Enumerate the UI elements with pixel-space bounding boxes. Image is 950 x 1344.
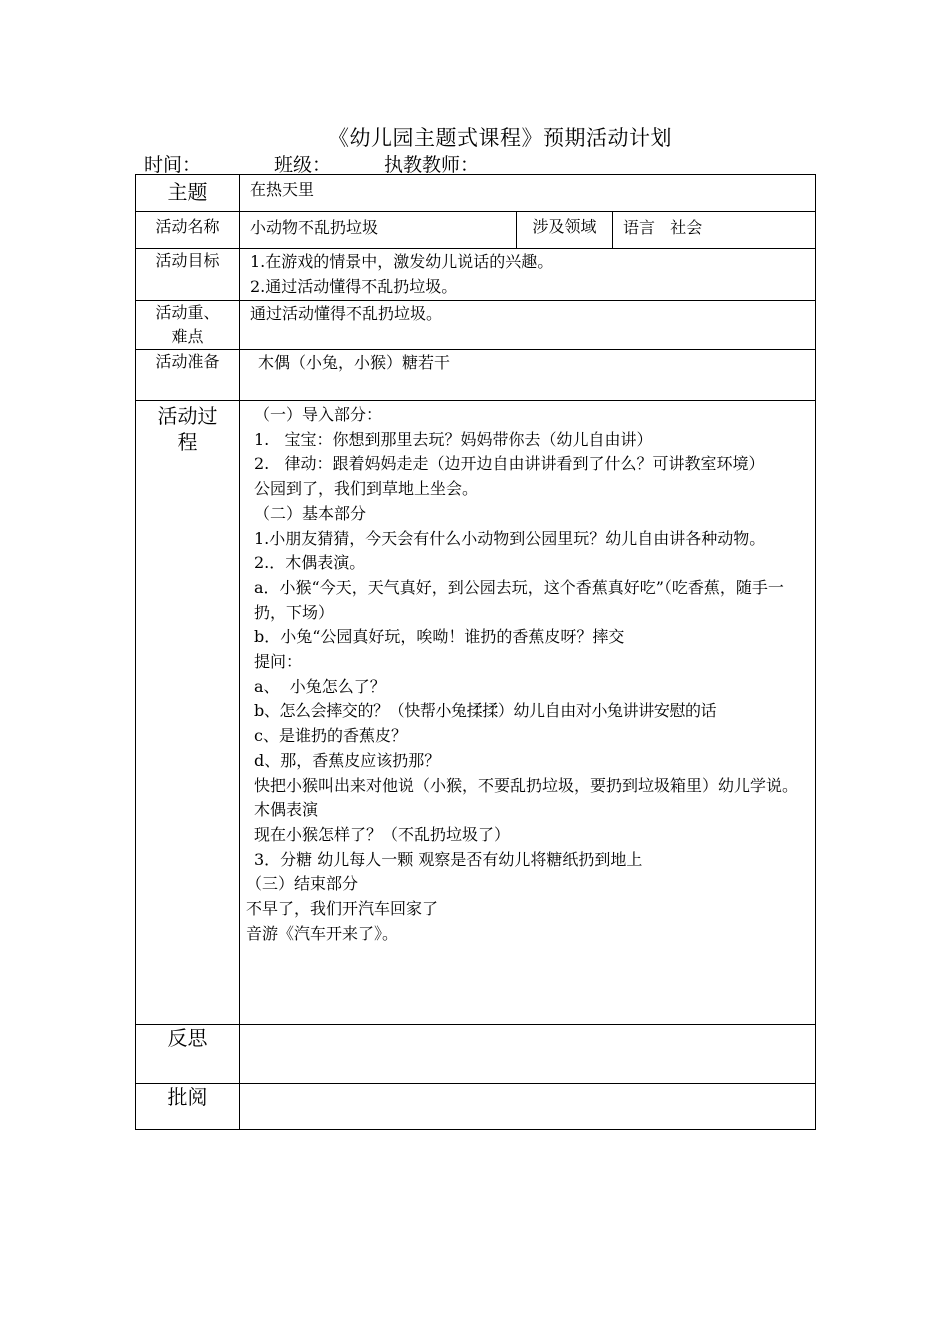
goals-label: 活动目标 (136, 249, 240, 301)
process-label (136, 401, 240, 1025)
document-title: 《幼儿园主题式课程》预期活动计划 (328, 126, 672, 150)
row-goals (136, 249, 816, 301)
row-theme (136, 175, 816, 212)
class-label: 班级： (274, 154, 332, 176)
process-line: 不早了，我们开汽车回家了 (246, 899, 439, 919)
process-line: 2.．木偶表演。 (254, 553, 366, 573)
row-process (136, 401, 816, 1025)
process-line: b．小兔“公园真好玩，唉呦！谁扔的香蕉皮呀？摔交 (254, 627, 625, 647)
goal-line: 2.通过活动懂得不乱扔垃圾。 (250, 277, 458, 296)
domain-value: 语言 社会 (613, 212, 816, 249)
activity-label: 活动名称 (136, 212, 240, 249)
process-line: a．小猴“今天，天气真好，到公园去玩，这个香蕉真好吃”（吃香蕉，随手一扔，下场） (254, 577, 784, 622)
process-line: 提问： (254, 652, 303, 672)
process-line: a、 小兔怎么了？ (254, 676, 386, 696)
preparation-value: 木偶（小兔，小猴）糖若干 (240, 350, 816, 401)
key-points-value: 通过活动懂得不乱扔垃圾。 (240, 301, 816, 350)
process-line: 现在小猴怎样了？（不乱扔垃圾了） (254, 824, 511, 844)
process-line: 木偶表演 (254, 800, 319, 820)
process-line: 3．分糖 幼儿每人一颗 观察是否有幼儿将糖纸扔到地上 (254, 849, 643, 869)
row-key-points (136, 301, 816, 350)
key-points-label (136, 301, 240, 350)
process-line: 1. 宝宝：你想到那里去玩？妈妈带你去（幼儿自由讲） (254, 429, 653, 449)
process-label-line: 活动过 (157, 404, 218, 428)
activity-value: 小动物不乱扔垃圾 (240, 212, 517, 249)
row-review (136, 1084, 816, 1130)
process-line: 快把小猴叫出来对他说（小猴，不要乱扔垃圾，要扔到垃圾箱里）幼儿学说。 (254, 775, 799, 795)
theme-label: 主题 (136, 175, 240, 212)
activity-plan-table (135, 174, 816, 1130)
process-label-line: 程 (177, 430, 198, 454)
process-line: b、怎么会摔交的？（快帮小兔揉揉）幼儿自由对小兔讲讲安慰的话 (254, 701, 717, 721)
goals-value (240, 249, 816, 301)
process-line: d、那，香蕉皮应该扔那？ (254, 750, 441, 770)
reflection-value (240, 1025, 816, 1084)
review-label: 批阅 (136, 1084, 240, 1130)
process-line: （一）导入部分： (254, 405, 383, 424)
process-line: c、是谁扔的香蕉皮？ (254, 726, 407, 746)
process-line: 2. 律动：跟着妈妈走走（边开边自由讲讲看到了什么？可讲教室环境） (254, 454, 765, 474)
preparation-label: 活动准备 (136, 350, 240, 401)
process-line: （二）基本部分 (254, 503, 367, 523)
process-content (240, 401, 816, 1025)
key-points-label-line: 活动重、 (155, 303, 220, 322)
row-preparation (136, 350, 816, 401)
teacher-label: 执教教师： (384, 154, 480, 176)
theme-value: 在热天里 (240, 175, 816, 212)
review-value (240, 1084, 816, 1130)
process-line: 1.小朋友猜猜，今天会有什么小动物到公园里玩？幼儿自由讲各种动物。 (254, 528, 766, 548)
process-line: 公园到了，我们到草地上坐会。 (254, 479, 479, 499)
time-label: 时间： (144, 154, 202, 176)
goal-line: 1.在游戏的情景中，激发幼儿说话的兴趣。 (250, 252, 554, 271)
reflection-label: 反思 (136, 1025, 240, 1084)
row-reflection (136, 1025, 816, 1084)
row-activity (136, 212, 816, 249)
domain-label: 涉及领域 (517, 212, 613, 249)
process-line: （三）结束部分 (246, 874, 359, 894)
key-points-label-line: 难点 (171, 327, 204, 346)
process-line: 音游《汽车开来了》。 (246, 923, 399, 943)
